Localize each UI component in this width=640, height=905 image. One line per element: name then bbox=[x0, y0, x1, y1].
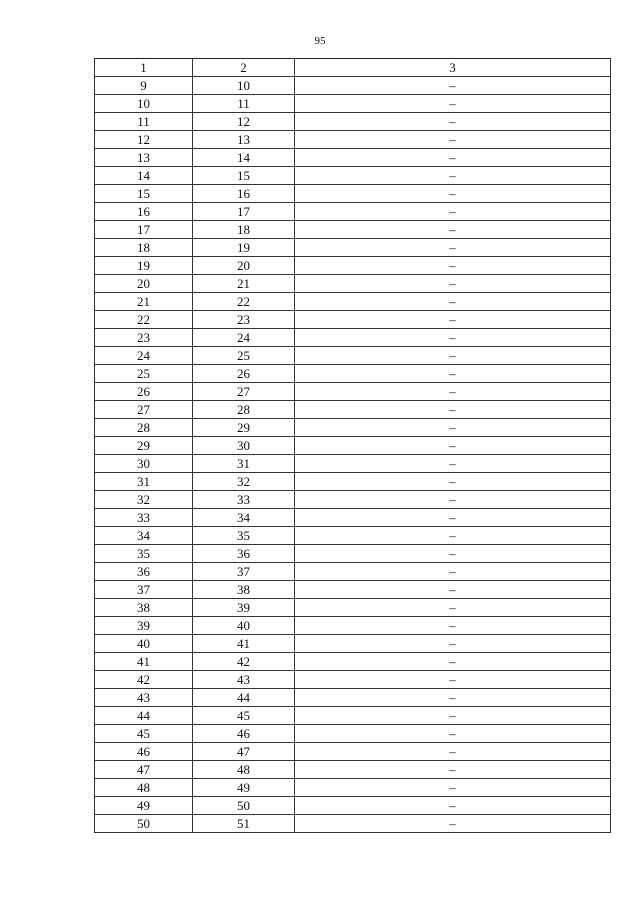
table-cell-col2: 10 bbox=[193, 77, 295, 95]
table-body bbox=[95, 77, 611, 833]
table-cell-col3: – bbox=[295, 671, 611, 689]
table-cell-col1: 16 bbox=[95, 203, 193, 221]
table-cell-col1: 38 bbox=[95, 599, 193, 617]
table-cell-col1: 30 bbox=[95, 455, 193, 473]
table-cell-col3: – bbox=[295, 653, 611, 671]
table-cell-col2: 35 bbox=[193, 527, 295, 545]
table-cell-col3: – bbox=[295, 401, 611, 419]
table-cell-col3: – bbox=[295, 221, 611, 239]
table-cell-col1: 27 bbox=[95, 401, 193, 419]
table-cell-col2: 46 bbox=[193, 725, 295, 743]
table-cell-col1: 11 bbox=[95, 113, 193, 131]
table-cell-col2: 42 bbox=[193, 653, 295, 671]
table-cell-col2: 47 bbox=[193, 743, 295, 761]
table-cell-col2: 23 bbox=[193, 311, 295, 329]
table-cell-col3: – bbox=[295, 527, 611, 545]
table-cell-col3: – bbox=[295, 491, 611, 509]
table-cell-col2: 25 bbox=[193, 347, 295, 365]
table-cell-col1: 32 bbox=[95, 491, 193, 509]
table-cell-col2: 44 bbox=[193, 689, 295, 707]
table-cell-col2: 20 bbox=[193, 257, 295, 275]
table-cell-col2: 17 bbox=[193, 203, 295, 221]
table-cell-col3: – bbox=[295, 185, 611, 203]
table-cell-col3: – bbox=[295, 779, 611, 797]
table-cell-col1: 12 bbox=[95, 131, 193, 149]
table-row bbox=[95, 365, 611, 383]
table-cell-col2: 40 bbox=[193, 617, 295, 635]
table-row bbox=[95, 689, 611, 707]
table-cell-col2: 26 bbox=[193, 365, 295, 383]
table-cell-col2: 43 bbox=[193, 671, 295, 689]
table-cell-col3: – bbox=[295, 167, 611, 185]
table-row bbox=[95, 635, 611, 653]
table-row bbox=[95, 491, 611, 509]
table-row bbox=[95, 527, 611, 545]
table-row bbox=[95, 257, 611, 275]
table-cell-col1: 46 bbox=[95, 743, 193, 761]
table-cell-col3: – bbox=[295, 797, 611, 815]
page-number: 95 bbox=[314, 35, 326, 47]
column-header-2: 2 bbox=[193, 59, 295, 77]
table-cell-col1: 9 bbox=[95, 77, 193, 95]
table-cell-col3: – bbox=[295, 329, 611, 347]
data-table bbox=[94, 58, 611, 833]
table-cell-col1: 20 bbox=[95, 275, 193, 293]
table-cell-col1: 15 bbox=[95, 185, 193, 203]
table-cell-col3: – bbox=[295, 95, 611, 113]
table-cell-col1: 19 bbox=[95, 257, 193, 275]
table-row bbox=[95, 221, 611, 239]
column-header-1: 1 bbox=[95, 59, 193, 77]
table-cell-col3: – bbox=[295, 311, 611, 329]
table-cell-col2: 38 bbox=[193, 581, 295, 599]
table-cell-col1: 41 bbox=[95, 653, 193, 671]
table-row bbox=[95, 671, 611, 689]
table-cell-col2: 24 bbox=[193, 329, 295, 347]
table-row bbox=[95, 779, 611, 797]
table-row bbox=[95, 599, 611, 617]
table-cell-col1: 28 bbox=[95, 419, 193, 437]
table-row bbox=[95, 581, 611, 599]
table-cell-col3: – bbox=[295, 689, 611, 707]
table-cell-col1: 49 bbox=[95, 797, 193, 815]
table-cell-col3: – bbox=[295, 131, 611, 149]
table-cell-col1: 26 bbox=[95, 383, 193, 401]
table-cell-col1: 42 bbox=[95, 671, 193, 689]
table-cell-col3: – bbox=[295, 815, 611, 833]
table-cell-col2: 51 bbox=[193, 815, 295, 833]
table-cell-col1: 13 bbox=[95, 149, 193, 167]
table-row bbox=[95, 509, 611, 527]
table-cell-col3: – bbox=[295, 761, 611, 779]
table-cell-col3: – bbox=[295, 455, 611, 473]
table-cell-col3: – bbox=[295, 725, 611, 743]
table-row bbox=[95, 437, 611, 455]
table-cell-col2: 28 bbox=[193, 401, 295, 419]
table-row bbox=[95, 419, 611, 437]
table-cell-col1: 44 bbox=[95, 707, 193, 725]
table-row bbox=[95, 617, 611, 635]
table-row bbox=[95, 653, 611, 671]
table-cell-col2: 31 bbox=[193, 455, 295, 473]
table-cell-col2: 21 bbox=[193, 275, 295, 293]
table-cell-col3: – bbox=[295, 743, 611, 761]
table-cell-col2: 14 bbox=[193, 149, 295, 167]
table-cell-col1: 17 bbox=[95, 221, 193, 239]
table-cell-col2: 27 bbox=[193, 383, 295, 401]
table-cell-col3: – bbox=[295, 617, 611, 635]
table-row bbox=[95, 401, 611, 419]
table-row bbox=[95, 545, 611, 563]
table-row bbox=[95, 239, 611, 257]
table-cell-col2: 34 bbox=[193, 509, 295, 527]
table-row bbox=[95, 203, 611, 221]
table-cell-col3: – bbox=[295, 563, 611, 581]
table-cell-col1: 29 bbox=[95, 437, 193, 455]
table-cell-col3: – bbox=[295, 473, 611, 491]
table-cell-col1: 22 bbox=[95, 311, 193, 329]
table-cell-col3: – bbox=[295, 419, 611, 437]
table-row bbox=[95, 563, 611, 581]
table-cell-col3: – bbox=[295, 149, 611, 167]
table-row bbox=[95, 347, 611, 365]
table-cell-col1: 10 bbox=[95, 95, 193, 113]
table-cell-col3: – bbox=[295, 203, 611, 221]
table-row bbox=[95, 725, 611, 743]
table-row bbox=[95, 797, 611, 815]
table-cell-col3: – bbox=[295, 383, 611, 401]
table-row bbox=[95, 131, 611, 149]
column-header-3: 3 bbox=[295, 59, 611, 77]
table-cell-col3: – bbox=[295, 113, 611, 131]
table-cell-col2: 41 bbox=[193, 635, 295, 653]
table-cell-col3: – bbox=[295, 365, 611, 383]
table-row bbox=[95, 455, 611, 473]
table-row bbox=[95, 113, 611, 131]
table-row bbox=[95, 815, 611, 833]
table-cell-col2: 32 bbox=[193, 473, 295, 491]
table-cell-col1: 45 bbox=[95, 725, 193, 743]
table-cell-col2: 19 bbox=[193, 239, 295, 257]
table-cell-col2: 12 bbox=[193, 113, 295, 131]
table-cell-col3: – bbox=[295, 635, 611, 653]
table-cell-col3: – bbox=[295, 509, 611, 527]
table-row bbox=[95, 383, 611, 401]
table-cell-col2: 15 bbox=[193, 167, 295, 185]
table-cell-col1: 50 bbox=[95, 815, 193, 833]
table-cell-col1: 24 bbox=[95, 347, 193, 365]
table-cell-col2: 50 bbox=[193, 797, 295, 815]
table-cell-col2: 22 bbox=[193, 293, 295, 311]
table-cell-col2: 18 bbox=[193, 221, 295, 239]
table-cell-col1: 34 bbox=[95, 527, 193, 545]
table-row bbox=[95, 293, 611, 311]
table-cell-col3: – bbox=[295, 293, 611, 311]
table-cell-col2: 48 bbox=[193, 761, 295, 779]
table-row bbox=[95, 743, 611, 761]
table-cell-col2: 49 bbox=[193, 779, 295, 797]
table-cell-col3: – bbox=[295, 77, 611, 95]
table-row bbox=[95, 77, 611, 95]
table-cell-col2: 33 bbox=[193, 491, 295, 509]
table-cell-col1: 18 bbox=[95, 239, 193, 257]
table-row bbox=[95, 311, 611, 329]
table-cell-col1: 48 bbox=[95, 779, 193, 797]
table-row bbox=[95, 185, 611, 203]
table-cell-col3: – bbox=[295, 437, 611, 455]
table-cell-col1: 35 bbox=[95, 545, 193, 563]
table-cell-col2: 36 bbox=[193, 545, 295, 563]
table-cell-col2: 45 bbox=[193, 707, 295, 725]
table-row bbox=[95, 329, 611, 347]
table-cell-col1: 37 bbox=[95, 581, 193, 599]
table-cell-col1: 25 bbox=[95, 365, 193, 383]
table-cell-col1: 40 bbox=[95, 635, 193, 653]
table-cell-col2: 16 bbox=[193, 185, 295, 203]
table-cell-col2: 13 bbox=[193, 131, 295, 149]
table-cell-col1: 21 bbox=[95, 293, 193, 311]
table-cell-col1: 23 bbox=[95, 329, 193, 347]
table-row bbox=[95, 149, 611, 167]
table-row bbox=[95, 275, 611, 293]
table-cell-col1: 36 bbox=[95, 563, 193, 581]
table-cell-col3: – bbox=[295, 707, 611, 725]
table-row bbox=[95, 707, 611, 725]
table-header-row bbox=[95, 59, 611, 77]
table-cell-col3: – bbox=[295, 275, 611, 293]
table-cell-col3: – bbox=[295, 545, 611, 563]
table-row bbox=[95, 167, 611, 185]
table-row bbox=[95, 95, 611, 113]
table-cell-col2: 29 bbox=[193, 419, 295, 437]
table-cell-col3: – bbox=[295, 581, 611, 599]
table-row bbox=[95, 761, 611, 779]
table-cell-col2: 37 bbox=[193, 563, 295, 581]
table-cell-col1: 39 bbox=[95, 617, 193, 635]
table-cell-col2: 39 bbox=[193, 599, 295, 617]
table-row bbox=[95, 473, 611, 491]
table-cell-col3: – bbox=[295, 599, 611, 617]
table-cell-col1: 14 bbox=[95, 167, 193, 185]
table-cell-col1: 33 bbox=[95, 509, 193, 527]
table-cell-col2: 30 bbox=[193, 437, 295, 455]
table-cell-col1: 31 bbox=[95, 473, 193, 491]
table-cell-col1: 43 bbox=[95, 689, 193, 707]
table-cell-col3: – bbox=[295, 347, 611, 365]
table-cell-col3: – bbox=[295, 257, 611, 275]
table-cell-col1: 47 bbox=[95, 761, 193, 779]
table-cell-col2: 11 bbox=[193, 95, 295, 113]
table-cell-col3: – bbox=[295, 239, 611, 257]
